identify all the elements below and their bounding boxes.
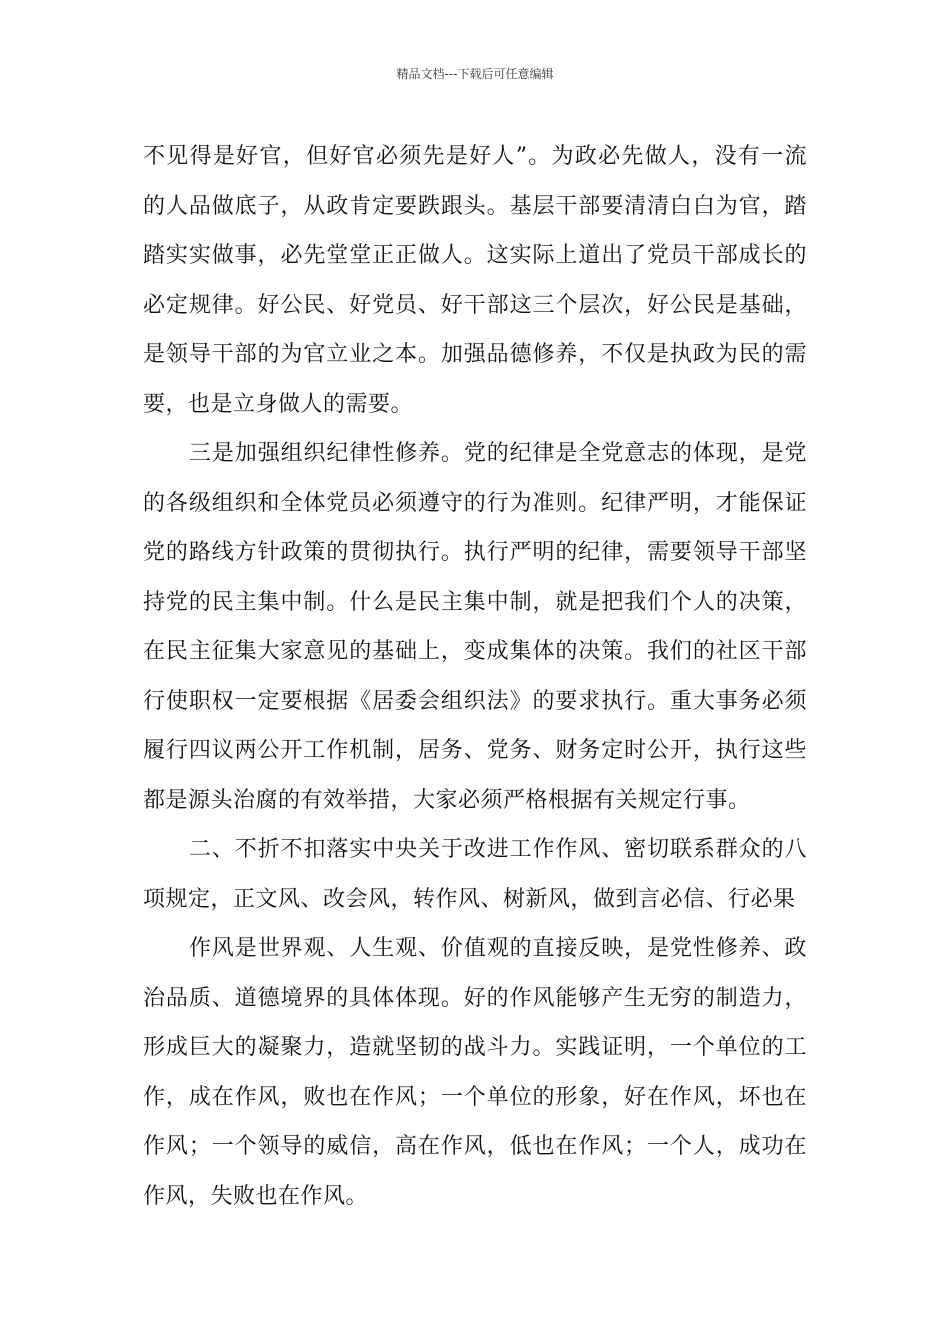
paragraph-3-heading: 二、不折不扣落实中央关于改进工作作风、密切联系群众的八项规定，正文风、改会风，转作风、树新风，做到言必信、行必果 <box>143 837 807 912</box>
page-header: 精品文档---下载后可任意编辑 <box>396 67 554 81</box>
document-body <box>143 132 807 1221</box>
paragraph-4: 作风是世界观、人生观、价值观的直接反映，是党性修养、政治品质、道德境界的具体体现。好的作风能够产生无穷的制造力，形成巨大的凝聚力，造就坚韧的战斗力。实践证明，一个单位的工作，成在作风，败也在作风；一个单位的形象，好在作风，坏也在作风；一个领导的威信，高在作风，低也在作风；一个人，成功在作风，失败也在作风。 <box>143 936 807 1209</box>
paragraph-1: 不见得是好官，但好官必须先是好人”。为政必先做人，没有一流的人品做底子，从政肯定要跌跟头。基层干部要清清白白为官，踏踏实实做事，必先堂堂正正做人。这实际上道出了党员干部成长的必定规律。好公民、好党员、好干部这三个层次，好公民是基础，是领导干部的为官立业之本。加强品德修养，不仅是执政为民的需要，也是立身做人的需要。 <box>143 144 807 417</box>
paragraph-2: 三是加强组织纪律性修养。党的纪律是全党意志的体现，是党的各级组织和全体党员必须遵守的行为准则。纪律严明，才能保证党的路线方针政策的贯彻执行。执行严明的纪律，需要领导干部坚持党的民主集中制。什么是民主集中制，就是把我们个人的决策，在民主征集大家意见的基础上，变成集体的决策。我们的社区干部行使职权一定要根据《居委会组织法》的要求执行。重大事务必须履行四议两公开工作机制，居务、党务、财务定时公开，执行这些都是源头治腐的有效举措，大家必须严格根据有关规定行事。 <box>143 441 807 813</box>
